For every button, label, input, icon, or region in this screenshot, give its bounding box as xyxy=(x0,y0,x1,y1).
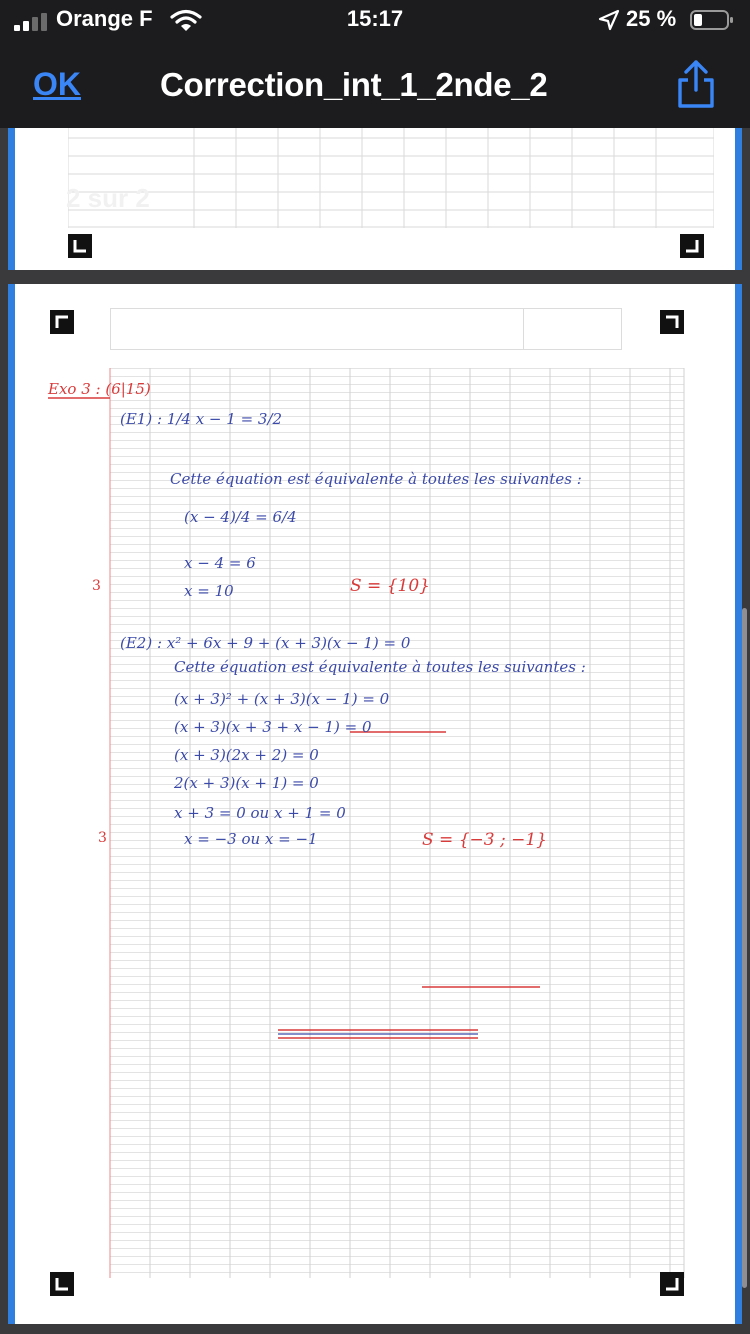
equation-line: Cette équation est équivalente à toutes les suivantes : xyxy=(174,658,586,676)
equation-line: x + 3 = 0 ou x + 1 = 0 xyxy=(174,804,346,822)
carrier-name: Orange F xyxy=(56,6,153,31)
page-1 xyxy=(8,128,742,270)
document-title: Correction_int_1_2nde_2 xyxy=(160,66,548,103)
score-mark: 3 xyxy=(92,578,101,594)
status-time: 15:17 xyxy=(346,6,404,31)
page-footer-label: 2 sur 2 xyxy=(66,183,150,213)
solution-set: S = {10} xyxy=(350,576,430,596)
equation-line: (x + 3)² + (x + 3)(x − 1) = 0 xyxy=(174,690,390,708)
pdf-viewer[interactable] xyxy=(0,128,750,1334)
corner-marker-icon xyxy=(680,234,704,258)
equation-line: x − 4 = 6 xyxy=(184,554,256,572)
exercise-label: Exo 3 : (6|15) xyxy=(48,380,151,398)
equation-line: (E1) : 1/4 x − 1 = 3/2 xyxy=(120,410,283,428)
navigation-bar xyxy=(0,44,750,128)
equation-line: 2(x + 3)(x + 1) = 0 xyxy=(174,774,319,792)
equation-line: (x + 3)(2x + 2) = 0 xyxy=(174,746,319,764)
corner-marker-icon xyxy=(68,234,92,258)
solution-set: S = {−3 ; −1} xyxy=(422,830,547,850)
scroll-indicator[interactable] xyxy=(742,608,747,1288)
battery-percent: 25 % xyxy=(626,6,677,31)
equation-line: x = 10 xyxy=(184,582,234,600)
page-2 xyxy=(8,284,742,1324)
score-mark: 3 xyxy=(98,830,107,846)
status-bar xyxy=(0,0,750,44)
ok-button[interactable]: OK xyxy=(33,66,81,102)
share-icon[interactable] xyxy=(674,58,718,110)
equation-line: Cette équation est équivalente à toutes les suivantes : xyxy=(170,470,582,488)
handwritten-correction-sheet xyxy=(8,284,742,1324)
equation-line: (x + 3)(x + 3 + x − 1) = 0 xyxy=(174,718,372,736)
corner-marker-icon xyxy=(50,1272,74,1296)
battery-icon xyxy=(690,10,734,30)
location-icon xyxy=(598,9,620,31)
corner-marker-icon xyxy=(660,1272,684,1296)
equation-line: (x − 4)/4 = 6/4 xyxy=(184,508,297,526)
equation-line: x = −3 ou x = −1 xyxy=(184,830,318,848)
equation-line: (E2) : x² + 6x + 9 + (x + 3)(x − 1) = 0 xyxy=(120,634,411,652)
page-1-table xyxy=(68,128,714,228)
